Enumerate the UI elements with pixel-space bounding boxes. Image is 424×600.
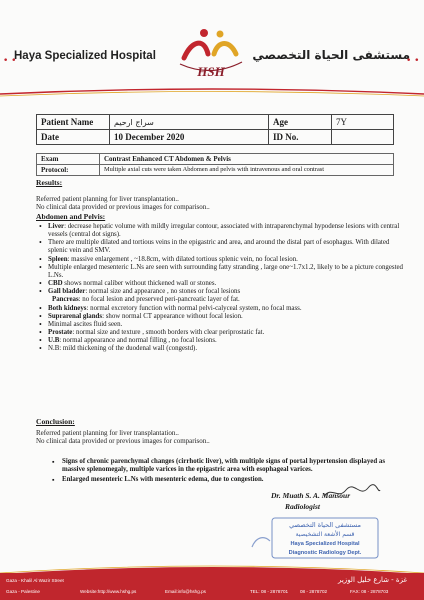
department-stamp xyxy=(250,517,380,559)
footer-website[interactable]: Website:http://www.hshg.ps xyxy=(80,589,137,594)
footer-email[interactable]: Email:info@hshg.ps xyxy=(165,589,206,594)
footer xyxy=(0,564,424,600)
finding-item: • Prostate: normal size and texture , smooth borders with clear periprostatic fat. xyxy=(48,329,404,337)
results-line-2: No clinical data provided or previous images for comparison.. xyxy=(36,203,210,211)
id-label: ID No. xyxy=(269,130,332,145)
hospital-logo xyxy=(174,24,248,84)
radiologist-title: Radiologist xyxy=(285,502,321,511)
protocol-label: Protocol: xyxy=(37,165,100,176)
exam-label: Exam xyxy=(37,154,100,165)
radiologist-name: Dr. Muath S. A. Mansour xyxy=(271,491,351,500)
conclusion-line-2: No clinical data provided or previous images for comparison.. xyxy=(36,437,210,445)
exam-value: Contrast Enhanced CT Abdomen & Pelvis xyxy=(100,154,394,165)
header-dots-right: • • xyxy=(406,56,420,66)
finding-item: • Spleen: massive enlargement , ~18.8cm, with dilated tortious splenic vein, no focal lesion. xyxy=(48,256,404,264)
finding-item: • There are multiple dilated and tortious veins in the epigastric and area, and around the distal part of esophagus. With dilated splenic vein and SMV. xyxy=(48,239,404,255)
footer-tel-2: 08 - 2878702 xyxy=(300,589,328,594)
results-line-1: Referred patient planning for liver transplantation.. xyxy=(36,195,179,203)
svg-text:مستشفى الحياة التخصصي: مستشفى الحياة التخصصي xyxy=(289,521,361,529)
svg-text:قسم الأشعة التشخيصية: قسم الأشعة التشخيصية xyxy=(295,531,355,538)
svg-text:Diagnostic Radiology Dept.: Diagnostic Radiology Dept. xyxy=(288,550,362,556)
finding-item: Pancreas: no focal lesion and preserved peri-pancreatic layer of fat. xyxy=(52,296,240,304)
finding-item: • Both kidneys: normal excretory function with normal pelvi-calyceal system, no focal mass. xyxy=(48,305,404,313)
conclusion-heading: Conclusion: xyxy=(36,417,75,426)
footer-address-ar: غزة - شارع خليل الوزير xyxy=(338,576,408,584)
abdomen-heading: Abdomen and Pelvis: xyxy=(36,212,106,221)
finding-item: • Multiple enlarged mesenteric L.Ns are seen with surrounding fatty stranding , large one~1.7x1.2, likely to be a picture congested L.Ns. xyxy=(48,264,404,280)
patient-name-label: Patient Name xyxy=(37,115,110,130)
age-value: 7Y xyxy=(332,115,394,130)
date-label: Date xyxy=(37,130,110,145)
patient-name-value: سراج ارحيم xyxy=(110,115,269,130)
protocol-value: Multiple axial cuts were taken Abdomen and pelvis with intravenous and oral contrast xyxy=(100,165,394,176)
exam-table xyxy=(36,153,394,176)
finding-item: • N.B: mild thickening of the duodenal wall (congestd). xyxy=(48,345,404,353)
finding-item: • Minimal ascites fluid seen. xyxy=(48,321,404,329)
header-dots-left: • • xyxy=(3,56,17,66)
svg-text:Haya Specialized Hospital: Haya Specialized Hospital xyxy=(290,541,360,547)
id-value xyxy=(332,130,394,145)
footer-country: Gaza - Palestine xyxy=(6,589,40,594)
finding-item: • Gall bladder: normal size and appearance , no stones or focal lesions xyxy=(48,288,404,296)
finding-item: • Suprarenal glands: show normal CT appearance without focal lesion. xyxy=(48,313,404,321)
findings-list xyxy=(36,223,404,354)
hospital-name-en: Haya Specialized Hospital xyxy=(14,50,156,62)
patient-info-table xyxy=(36,114,394,145)
footer-fax: FAX: 08 - 2878703 xyxy=(350,589,389,594)
footer-tel: TEL: 08 - 2878701 xyxy=(250,589,289,594)
footer-address: Gaza - Khalil Al Wazir Street xyxy=(6,578,64,583)
results-heading: Results: xyxy=(36,178,63,187)
conclusion-list xyxy=(52,458,397,487)
logo-text: HSH xyxy=(197,64,225,79)
conclusion-item: ▪ Enlarged mesenteric L.Ns with mesenteric edema, due to congestion. xyxy=(62,476,397,484)
age-label: Age xyxy=(269,115,332,130)
header-divider xyxy=(0,86,424,98)
signature-scribble xyxy=(322,484,382,502)
finding-item: • Liver: decrease hepatic volume with mildly irregular contour, associated with intraparenchymal hypodense lesions with central vessels (central dot signs). xyxy=(48,223,404,239)
hospital-name-ar: مستشفى الحياة التخصصي xyxy=(252,48,410,62)
conclusion-item: ▪ Signs of chronic parenchymal changes (cirrhotic liver), with multiple signs of portal hypertension displayed as massive splenomegaly, multiple varices in the epigastric area with esophageal varices. xyxy=(62,458,397,474)
date-value: 10 December 2020 xyxy=(110,130,269,145)
finding-item: • U.B: normal appearance and normal filling , no focal lesions. xyxy=(48,337,404,345)
conclusion-line-1: Referred patient planning for liver transplantation.. xyxy=(36,429,179,437)
finding-item: • CBD shows normal caliber without thickened wall or stones. xyxy=(48,280,404,288)
